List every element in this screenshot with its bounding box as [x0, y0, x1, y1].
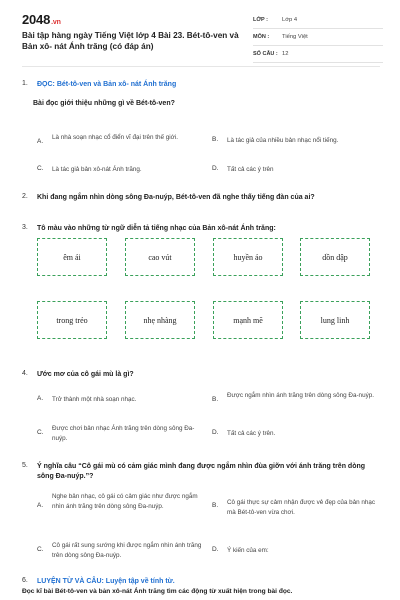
document-title: Bài tập hàng ngày Tiếng Việt lớp 4 Bài 23. Bét-tô-ven và Bản xô- nát Ánh trăng (có đáp án)	[22, 31, 239, 51]
word-box-1[interactable]: êm ái	[37, 238, 107, 276]
word-box-4[interactable]: dồn dập	[300, 238, 370, 276]
question-6-title: LUYỆN TỪ VÀ CÂU: Luyện tập về tính từ.	[37, 578, 175, 585]
question-1: 1. ĐỌC: Bét-tô-ven và Bản xô- nát Ánh trăng Bài đọc giới thiệu những gì về Bét-tô-ven? A. Là nhà soạn nhạc cổ điển vĩ đại trên thế giới. B. Là tác giả của nhiều bản nhạc nổi tiếng. C. Là tác giả bản xô-nát Ánh trăng. D. Tất cả các ý trên	[22, 80, 380, 180]
word-box-8[interactable]: lung linh	[300, 301, 370, 339]
question-6-subtitle: Đọc kĩ bài Bét-tô-ven và bản xô-nát Ánh trăng tìm các động từ xuất hiện trong bài đọc.	[22, 588, 293, 595]
meta-row-count: SỐ CÂU : 12	[253, 46, 383, 63]
question-1-subtitle: Bài đọc giới thiệu những gì về Bét-tô-ven?	[33, 100, 175, 107]
word-box-5[interactable]: trong trẻo	[37, 301, 107, 339]
question-2: 2. Khi đang ngắm nhìn dòng sông Đa-nuýp, Bét-tô-ven đã nghe thấy tiếng đàn của ai?	[22, 193, 380, 207]
question-5-title: Ý nghĩa câu “Cô gái mù có cảm giác mình đang được ngắm nhìn đùa giỡn với ánh trăng trên dòng sông Đa-nuýp.”?	[37, 463, 366, 480]
word-box-7[interactable]: mạnh mẽ	[213, 301, 283, 339]
meta-row-grade: LỚP : Lớp 4	[253, 12, 383, 29]
question-6: 6. LUYỆN TỪ VÀ CÂU: Luyện tập về tính từ. Đọc kĩ bài Bét-tô-ven và bản xô-nát Ánh trăng tìm các động từ xuất hiện trong bài đọc.	[22, 577, 380, 599]
question-3-title: Tô màu vào những từ ngữ diễn tả tiếng nhạc của Bản xô-nát Ánh trăng:	[37, 225, 276, 232]
word-box-6[interactable]: nhẹ nhàng	[125, 301, 195, 339]
question-4: 4. Ước mơ của cô gái mù là gì? A. Trở thành một nhà soạn nhạc. B. Được ngắm nhìn ánh trăng trên dòng sông Đa-nuýp. C. Được chơi bản nhạc Ánh trăng trên dòng sông Đa-nuýp. D. Tất cả các ý trên.	[22, 370, 380, 450]
site-logo[interactable]: 2048.vn	[22, 12, 61, 27]
meta-table	[253, 12, 383, 63]
question-3: 3. Tô màu vào những từ ngữ diễn tả tiếng nhạc của Bản xô-nát Ánh trăng:	[22, 224, 380, 359]
question-4-title: Ước mơ của cô gái mù là gì?	[37, 371, 134, 378]
header-divider	[22, 66, 380, 67]
question-1-title: ĐỌC: Bét-tô-ven và Bản xô- nát Ánh trăng	[37, 81, 177, 88]
header	[0, 0, 400, 62]
word-box-2[interactable]: cao vút	[125, 238, 195, 276]
question-5: 5. Ý nghĩa câu “Cô gái mù có cảm giác mình đang được ngắm nhìn đùa giỡn với ánh trăng trên dòng sông Đa-nuýp.”? A. Nghe bản nhạc, cô gái có cảm giác như được ngắm nhìn ánh trăng trên dòng sông Đa-nuýp. B. Cô gái thực sự cảm nhận được vẻ đẹp của bản nhạc mà Bét-tô-ven vừa chơi. C. Cô gái rất sung sướng khi được ngắm nhìn ánh trăng trên dòng sông Đa-nuýp. D. Ý kiến của em:	[22, 462, 376, 559]
meta-row-subject: MÔN : Tiếng Việt	[253, 29, 383, 46]
word-box-3[interactable]: huyền ảo	[213, 238, 283, 276]
question-2-title: Khi đang ngắm nhìn dòng sông Đa-nuýp, Bét-tô-ven đã nghe thấy tiếng đàn của ai?	[37, 194, 315, 201]
